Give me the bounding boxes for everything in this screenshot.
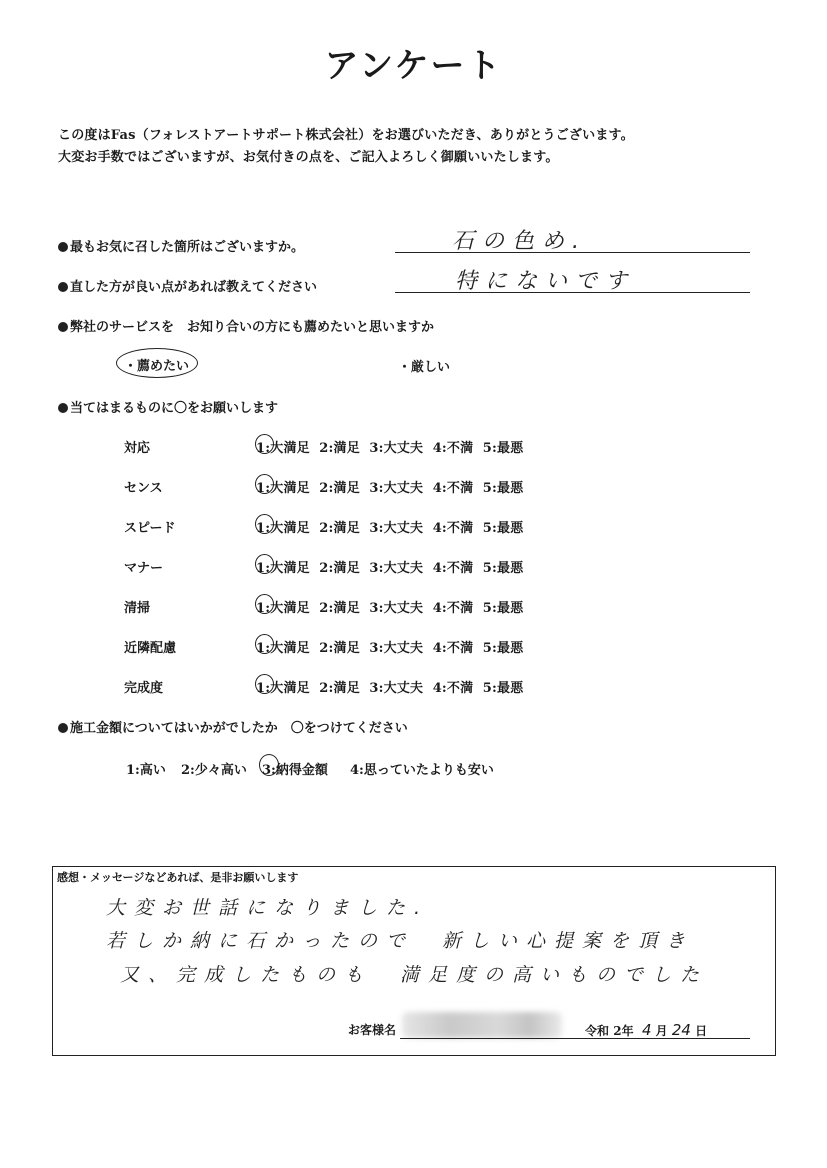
rating-scale[interactable]: 1:大満足 2:満足 3:大丈夫 4:不満 5:最悪 — [256, 521, 524, 536]
signature-date — [585, 1021, 707, 1039]
message-line-2: 若しか納に石かったので 新しい心提案を頂き — [106, 930, 695, 952]
customer-name-redacted — [402, 1012, 562, 1038]
question-ratings — [58, 397, 278, 416]
rating-label: マナー — [124, 561, 164, 576]
bullet-icon — [58, 282, 68, 292]
option-recommend-no[interactable]: ・厳しい — [398, 360, 451, 375]
rating-label: 清掃 — [124, 601, 151, 616]
date-year: 2 — [613, 1024, 622, 1038]
date-day-unit: 日 — [695, 1024, 708, 1038]
question-price — [58, 717, 408, 736]
price-option-2[interactable]: 2:少々高い — [181, 763, 247, 778]
rating-label: スピード — [124, 521, 176, 536]
rating-label: 対応 — [124, 441, 151, 456]
rating-scale[interactable]: 1:大満足 2:満足 3:大丈夫 4:不満 5:最悪 — [256, 601, 524, 616]
answer-improve: 特にないです — [455, 269, 636, 294]
rating-scale[interactable]: 1:大満足 2:満足 3:大丈夫 4:不満 5:最悪 — [256, 441, 524, 456]
price-option-4[interactable]: 4:思っていたよりも安い — [350, 763, 494, 778]
bullet-icon — [58, 242, 68, 252]
question-recommend — [58, 316, 434, 335]
message-line-3: 又、完成したものも 満足度の高いものでした — [120, 964, 709, 986]
intro-line-2: 大変お手数ではございますが、お気付きの点を、ご記入よろしく御願いいたします。 — [58, 150, 559, 165]
price-option-3[interactable]: 3:納得金額 — [262, 763, 328, 778]
question-recommend-text: 弊社のサービスを お知り合いの方にも薦めたいと思いますか — [70, 320, 435, 335]
bullet-icon — [58, 322, 68, 332]
rating-label: センス — [124, 481, 163, 496]
customer-name-label: お客様名 — [348, 1023, 397, 1037]
option-recommend-yes[interactable]: ・薦めたい — [124, 359, 190, 374]
question-price-text: 施工金額についてはいかがでしたか 〇をつけてください — [70, 721, 408, 736]
question-favorite-text: 最もお気に召した箇所はございますか。 — [70, 240, 305, 255]
bullet-icon — [58, 723, 68, 733]
question-improve — [58, 276, 317, 295]
rating-scale[interactable]: 1:大満足 2:満足 3:大丈夫 4:不満 5:最悪 — [256, 481, 524, 496]
rating-scale[interactable]: 1:大満足 2:満足 3:大丈夫 4:不満 5:最悪 — [256, 561, 524, 576]
intro-line-1: この度はFas（フォレストアートサポート株式会社）をお選びいただき、ありがとうございます。 — [58, 128, 634, 143]
question-favorite — [58, 236, 304, 255]
bullet-icon — [58, 403, 68, 413]
question-ratings-text: 当てはまるものに〇をお願いします — [70, 401, 279, 416]
date-month-unit: 月 — [655, 1024, 668, 1038]
message-box-heading: 感想・メッセージなどあれば、是非お願いします — [57, 871, 299, 884]
rating-scale[interactable]: 1:大満足 2:満足 3:大丈夫 4:不満 5:最悪 — [256, 641, 524, 656]
answer-favorite: 石の色め. — [452, 229, 587, 254]
date-year-unit: 年 — [621, 1024, 634, 1038]
date-day: 24 — [671, 1021, 691, 1039]
question-improve-text: 直した方が良い点があれば教えてください — [70, 280, 318, 295]
price-option-1[interactable]: 1:高い — [126, 763, 166, 778]
rating-label: 近隣配慮 — [124, 641, 177, 656]
page-title: アンケート — [324, 46, 503, 86]
rating-label: 完成度 — [124, 681, 164, 696]
message-line-1: 大変お世話になりました. — [106, 897, 430, 919]
rating-scale[interactable]: 1:大満足 2:満足 3:大丈夫 4:不満 5:最悪 — [256, 681, 524, 696]
date-era: 令和 — [585, 1024, 610, 1038]
date-month: 4 — [641, 1021, 652, 1039]
